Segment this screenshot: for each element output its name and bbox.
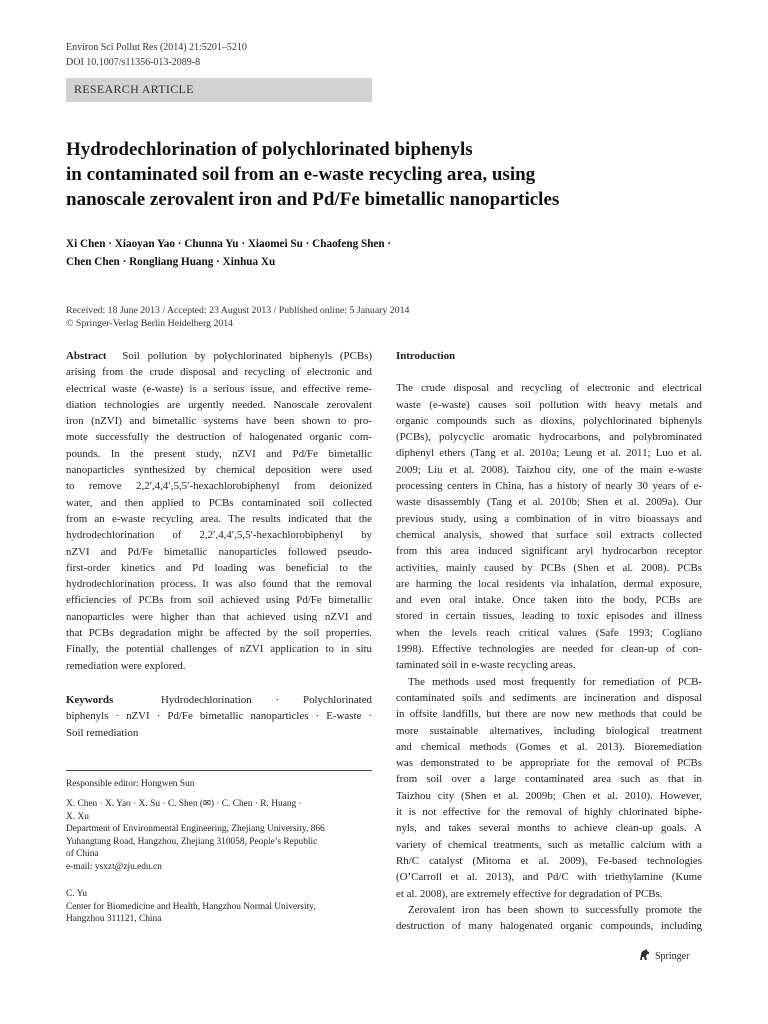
intro-line: from this area induced significant aryl hydrocarbon receptor <box>396 545 702 558</box>
responsible-editor: Responsible editor: Hongwen Sun <box>66 779 195 789</box>
intro-line: organic compounds such as dioxins, polychlorinated biphenyls <box>396 414 702 427</box>
intro-line: processing centers in China, has a history of nearly 30 years of e- <box>396 480 702 493</box>
intro-line: nyls, and takes several months to achieve clean-up goals. A <box>396 822 702 835</box>
keywords-line: Keywords Hydrodechlorination · Polychlorinated <box>66 693 372 706</box>
affiliation-line: Department of Environmental Engineering, Zhejiang University, 866 <box>66 824 325 835</box>
article-type-label: RESEARCH ARTICLE <box>74 82 194 96</box>
affiliation-hznu <box>66 888 372 926</box>
intro-line: destruction of many halogenated organic compounds, including <box>396 920 702 933</box>
abstract-line: Finally, the potential challenges of nZVI application to in situ <box>66 643 372 656</box>
abstract-line: diation technologies are urgently needed. Nanoscale zerovalent <box>66 398 372 411</box>
abstract-line: hydrodechlorination process. It was also found that the removal <box>66 578 372 591</box>
affiliation-line: X. Chen · X. Yao · X. Su · C. Shen (✉) · C. Chen · R. Huang · <box>66 799 302 809</box>
intro-line: in offsite landfills, but there are now new methods that could be <box>396 708 702 721</box>
footnote-divider <box>66 770 372 771</box>
copyright-line: © Springer-Verlag Berlin Heidelberg 2014 <box>66 318 234 329</box>
abstract-line: remediation were explored. <box>66 659 186 672</box>
intro-line: 1998). Effective technologies are needed for clean-up of con- <box>396 643 702 656</box>
intro-line: are harming the local residents via inhalation, dermal exposure, <box>396 577 702 590</box>
keywords <box>66 692 372 741</box>
abstract-line: mote successfully the destruction of halogenated organic com- <box>66 431 372 444</box>
abstract-line: electrical waste (e-waste) is a serious issue, and effective reme- <box>66 382 372 395</box>
intro-line: Zerovalent iron has been shown to successfully promote the <box>408 903 702 916</box>
affiliation-line: Yuhangtang Road, Hangzhou, Zhejiang 310058, People’s Republic <box>66 836 318 847</box>
author-line: Chen Chen · Rongliang Huang · Xinhua Xu <box>66 256 276 268</box>
left-column <box>66 348 372 741</box>
intro-line: waste (e-waste) causes soil pollution with heavy metals and <box>396 398 702 411</box>
affiliation-zju <box>66 798 372 874</box>
intro-line: The methods used most frequently for remediation of PCB- <box>408 675 702 688</box>
abstract-line: to remove 2,2′,4,4′,5,5′-hexachlorobiphenyl from deionized <box>66 480 372 493</box>
abstract-line: arising from the crude disposal and recycling of electronic and <box>66 366 372 379</box>
intro-line: waste disassembly (Tang et al. 2010b; Shen et al. 2009a). Our <box>396 496 702 509</box>
title-line: in contaminated soil from an e-waste recycling area, using <box>66 164 536 185</box>
intro-line: when the levels reach critical values (Safe 1993; Cogliano <box>396 626 702 639</box>
intro-paragraph <box>396 674 702 902</box>
abstract-heading: Abstract <box>66 350 107 362</box>
title-line: Hydrodechlorination of polychlorinated biphenyls <box>66 139 473 160</box>
section-heading-introduction: Introduction <box>396 350 456 362</box>
affiliation-line: Center for Biomedicine and Health, Hangzhou Normal University, <box>66 901 316 912</box>
intro-line: chemical analysis, showed that surface soil extracts collected <box>396 528 702 541</box>
intro-line: (O’Carroll et al. 2013), and Pd/C with triethylamine (Kume <box>396 871 702 884</box>
intro-line: stored in certain tissues, leading to toxic episodes and illness <box>396 610 702 623</box>
abstract-line: water, and then applied to PCBs contaminated soil collected <box>66 496 372 509</box>
abstract-line: first-order kinetics and Pd loading was beneficial to the <box>66 561 372 574</box>
publisher-mark <box>638 948 689 964</box>
affiliation-line: Hangzhou 311121, China <box>66 914 162 925</box>
abstract-line: that PCBs degradation might be affected by the soil properties. <box>66 627 372 640</box>
abstract-line: from an e-waste recycling area. The results indicated that the <box>66 512 372 525</box>
abstract-line: hydrodechlorination of 2,2′,4,4′,5,5′-hexachlorobiphenyl by <box>66 529 372 542</box>
article-title <box>66 137 706 212</box>
intro-line: contaminated soils and sediments are incineration and disposal <box>396 691 702 704</box>
intro-line: was demonstrated to be appropriate for the removal of PCBs <box>396 757 702 770</box>
abstract-line: pounds. In the present study, nZVI and Pd/Fe bimetallic <box>66 447 372 460</box>
intro-line: Rh/C catalyst (Mitoma et al. 2009), Fe-based technologies <box>396 854 702 867</box>
intro-line: from soil over a large contaminated area such as that in <box>396 773 702 786</box>
received-accepted-published: Received: 18 June 2013 / Accepted: 23 August 2013 / Published online: 5 January 2014 <box>66 305 410 316</box>
abstract-line: efficiencies of PCBs from soil achieved using Pd/Fe bimetallic <box>66 594 372 607</box>
intro-paragraph <box>396 380 702 673</box>
intro-line: et al. 2008), are extremely effective for degradation of PCBs. <box>396 887 663 900</box>
abstract-line: iron (nZVI) and bimetallic systems have been shown to pro- <box>66 415 372 428</box>
intro-line: The crude disposal and recycling of electronic and electrical <box>396 382 702 395</box>
abstract-line: nanoparticles synthesized by chemical deposition were used <box>66 464 372 477</box>
abstract <box>66 348 372 674</box>
intro-line: previous study, using a combination of in vitro bioassays and <box>396 512 702 525</box>
title-line: nanoscale zerovalent iron and Pd/Fe bimetallic nanoparticles <box>66 189 560 210</box>
affiliation-line: C. Yu <box>66 889 88 899</box>
article-type-banner <box>66 78 372 102</box>
keywords-heading: Keywords <box>66 693 114 706</box>
intro-line: taminated soil in e-waste recycling areas. <box>396 659 576 672</box>
author-list <box>66 235 706 271</box>
keywords-line: biphenyls · nZVI · Pd/Fe bimetallic nanoparticles · E-waste · <box>66 710 372 723</box>
intro-line: it is not effective for the removal of highly chlorinated biphe- <box>396 806 702 819</box>
intro-line: 2009; Liu et al. 2008). Taizhou city, one of the main e-waste <box>396 463 702 476</box>
intro-line: (PCBs), polycyclic aromatic hydrocarbons, and polybrominated <box>396 431 702 444</box>
intro-line: activities, mainly caused by PCBs (Shen et al. 2008). PCBs <box>396 561 702 574</box>
right-column <box>396 348 702 934</box>
intro-line: and chemical methods (Gomes et al. 2013). Bioremediation <box>396 740 702 753</box>
intro-line: diphenyl ethers (Tang et al. 2010a; Leung et al. 2011; Luo et al. <box>396 447 702 460</box>
intro-line: more sustainable alternatives, including biological treatment <box>396 724 702 737</box>
springer-horse-icon <box>638 948 651 964</box>
intro-line: variety of chemical treatments, such as metallic calcium with a <box>396 838 702 851</box>
publication-dates <box>66 304 409 330</box>
affiliation-line: of China <box>66 849 99 860</box>
journal-citation: Environ Sci Pollut Res (2014) 21:5201–5210 <box>66 42 247 53</box>
intro-line: Taizhou city (Shen et al. 2009b; Chen et al. 2010). However, <box>396 789 702 802</box>
publisher-name: Springer <box>655 950 690 962</box>
intro-line: and even oral intake. Once taken into the body, PCBs are <box>396 594 702 607</box>
keywords-line: Soil remediation <box>66 726 139 739</box>
abstract-line: nanoparticles were higher than that achieved using nZVI and <box>66 610 372 623</box>
abstract-line: Abstract Soil pollution by polychlorinated biphenyls (PCBs) <box>66 350 372 362</box>
doi[interactable]: DOI 10.1007/s11356-013-2089-8 <box>66 57 201 68</box>
intro-paragraph <box>396 902 702 935</box>
author-line: Xi Chen · Xiaoyan Yao · Chunna Yu · Xiaomei Su · Chaofeng Shen · <box>66 238 392 250</box>
email-link[interactable]: e-mail: ysxzt@zju.edu.cn <box>66 861 162 872</box>
affiliation-line: X. Xu <box>66 811 89 822</box>
abstract-line: nZVI and Pd/Fe bimetallic nanoparticles followed pseudo- <box>66 545 372 558</box>
